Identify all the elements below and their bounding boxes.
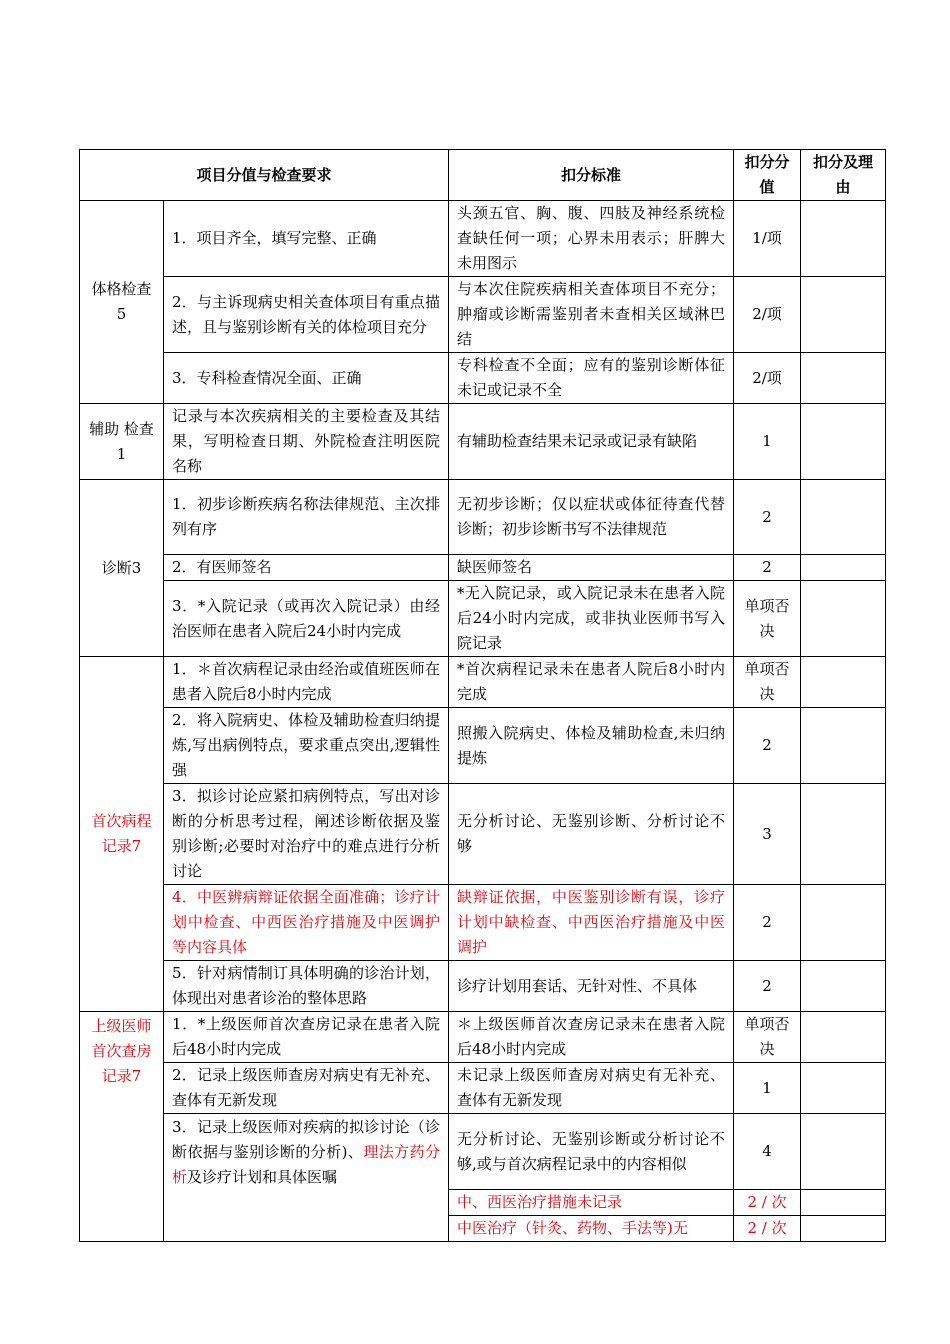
score-cell: 4	[734, 1114, 801, 1190]
standard-cell: 头颈五官、胸、腹、四肢及神经系统检查缺任何一项；心界未用表示；肝脾大未用图示	[449, 201, 734, 277]
table-row	[80, 581, 886, 657]
table-row	[80, 1012, 886, 1063]
standard-cell: 无分析讨论、无鉴别诊断、分析讨论不够	[449, 784, 734, 885]
reason-cell[interactable]	[801, 708, 886, 784]
score-cell: 2	[734, 555, 801, 581]
standard-cell: 照搬入院病史、体检及辅助检查,未归纳提炼	[449, 708, 734, 784]
category-auxiliary-exam: 辅助 检查1	[80, 404, 164, 480]
table-row	[80, 353, 886, 404]
header-requirements: 项目分值与检查要求	[80, 150, 449, 201]
category-senior-rounds-record: 上级医师首次查房记录7	[80, 1012, 164, 1242]
reason-cell[interactable]	[801, 277, 886, 353]
reason-cell[interactable]	[801, 353, 886, 404]
category-physical-exam: 体格检查5	[80, 201, 164, 404]
standard-cell: 诊疗计划用套话、无针对性、不具体	[449, 961, 734, 1012]
standard-cell: 未记录上级医师查房对病史有无补充、查体有无新发现	[449, 1063, 734, 1114]
reason-cell[interactable]	[801, 885, 886, 961]
requirement-cell: 2．有医师签名	[164, 555, 449, 581]
score-cell: 1/项	[734, 201, 801, 277]
reason-cell[interactable]	[801, 1190, 886, 1216]
requirement-highlight: 理法方药分析	[172, 1143, 441, 1186]
standard-cell: 中、西医治疗措施未记录	[449, 1190, 734, 1216]
score-cell: 单项否决	[734, 581, 801, 657]
standard-cell: 无分析讨论、无鉴别诊断或分析讨论不够,或与首次病程记录中的内容相似	[449, 1114, 734, 1190]
score-cell: 2	[734, 480, 801, 555]
requirement-cell: 5．针对病情制订具体明确的诊治计划，体现出对患者诊治的整体思路	[164, 961, 449, 1012]
requirement-cell: 4．中医辨病辩证依据全面准确；诊疗计划中检查、中西医治疗措施及中医调护等内容具体	[164, 885, 449, 961]
score-cell: 2	[734, 885, 801, 961]
standard-cell: ＊上级医师首次查房记录未在患者入院后48小时内完成	[449, 1012, 734, 1063]
table-row	[80, 1063, 886, 1114]
score-cell: 3	[734, 784, 801, 885]
reason-cell[interactable]	[801, 961, 886, 1012]
table-row	[80, 480, 886, 555]
reason-cell[interactable]	[801, 1216, 886, 1242]
standard-cell: *无入院记录，或入院记录未在患者入院后24小时内完成，或非执业医师书写入院记录	[449, 581, 734, 657]
score-cell: 1	[734, 404, 801, 480]
table-row	[80, 657, 886, 708]
score-cell: 2 / 次	[734, 1190, 801, 1216]
requirement-cell: 1．初步诊断疾病名称法律规范、主次排列有序	[164, 480, 449, 555]
standard-cell: 与本次住院疾病相关查体项目不充分；肿瘤或诊断需鉴别者未查相关区域淋巴结	[449, 277, 734, 353]
reason-cell[interactable]	[801, 1114, 886, 1190]
requirement-cell: 1．＊首次病程记录由经治或值班医师在患者入院后8小时内完成	[164, 657, 449, 708]
requirement-cell	[164, 1114, 449, 1242]
table-row	[80, 201, 886, 277]
header-deduction-score: 扣分分值	[734, 150, 801, 201]
reason-cell[interactable]	[801, 404, 886, 480]
score-cell: 单项否决	[734, 1012, 801, 1063]
reason-cell[interactable]	[801, 784, 886, 885]
table-row	[80, 885, 886, 961]
standard-cell: 专科检查不全面；应有的鉴别诊断体征未记或记录不全	[449, 353, 734, 404]
reason-cell[interactable]	[801, 555, 886, 581]
score-cell: 2	[734, 961, 801, 1012]
requirement-cell: 记录与本次疾病相关的主要检查及其结果，写明检查日期、外院检查注明医院名称	[164, 404, 449, 480]
requirement-cell: 1．*上级医师首次查房记录在患者入院后48小时内完成	[164, 1012, 449, 1063]
reason-cell[interactable]	[801, 657, 886, 708]
table-row	[80, 961, 886, 1012]
reason-cell[interactable]	[801, 581, 886, 657]
requirement-cell: 2．与主诉现病史相关查体项目有重点描述，且与鉴别诊断有关的体检项目充分	[164, 277, 449, 353]
table-row	[80, 555, 886, 581]
category-diagnosis: 诊断3	[80, 480, 164, 657]
header-row	[80, 150, 886, 201]
reason-cell[interactable]	[801, 480, 886, 555]
score-cell: 2	[734, 708, 801, 784]
requirement-cell: 2．将入院病史、体检及辅助检查归纳提炼,写出病例特点，要求重点突出,逻辑性强	[164, 708, 449, 784]
reason-cell[interactable]	[801, 1063, 886, 1114]
reason-cell[interactable]	[801, 201, 886, 277]
score-cell: 2/项	[734, 353, 801, 404]
requirement-cell: 3．拟诊讨论应紧扣病例特点，写出对诊断的分析思考过程，阐述诊断依据及鉴别诊断;必要时对治疗中的难点进行分析讨论	[164, 784, 449, 885]
requirement-cell: 1．项目齐全，填写完整、正确	[164, 201, 449, 277]
table-row	[80, 1114, 886, 1190]
requirement-cell: 3．*入院记录（或再次入院记录）由经治医师在患者入院后24小时内完成	[164, 581, 449, 657]
standard-cell: 缺医师签名	[449, 555, 734, 581]
category-first-course-record: 首次病程记录7	[80, 657, 164, 1012]
requirement-cell: 2．记录上级医师查房对病史有无补充、查体有无新发现	[164, 1063, 449, 1114]
table-row	[80, 708, 886, 784]
requirement-text: 及诊疗计划和具体医嘱	[187, 1168, 338, 1186]
standard-cell: 无初步诊断；仅以症状或体征待查代替诊断；初步诊断书写不法律规范	[449, 480, 734, 555]
score-cell: 1	[734, 1063, 801, 1114]
header-deduction-standard: 扣分标准	[449, 150, 734, 201]
table-row	[80, 404, 886, 480]
table-row	[80, 784, 886, 885]
score-cell: 2/项	[734, 277, 801, 353]
reason-cell[interactable]	[801, 1012, 886, 1063]
standard-cell: 中医治疗（针灸、药物、手法等)无	[449, 1216, 734, 1242]
score-cell: 2 / 次	[734, 1216, 801, 1242]
table-row	[80, 277, 886, 353]
header-deduction-reason: 扣分及理由	[801, 150, 886, 201]
standard-cell: *首次病程记录未在患者人院后8小时内完成	[449, 657, 734, 708]
requirement-text: 3．记录上级医师对疾病的拟诊讨论（诊断依据与鉴别诊断的分析)、	[172, 1118, 441, 1161]
standard-cell: 缺辩证依据，中医鉴别诊断有误，诊疗计划中缺检查、中西医治疗措施及中医调护	[449, 885, 734, 961]
standard-cell: 有辅助检查结果未记录或记录有缺陷	[449, 404, 734, 480]
score-cell: 单项否决	[734, 657, 801, 708]
grading-table	[79, 149, 886, 1242]
requirement-cell: 3．专科检查情况全面、正确	[164, 353, 449, 404]
